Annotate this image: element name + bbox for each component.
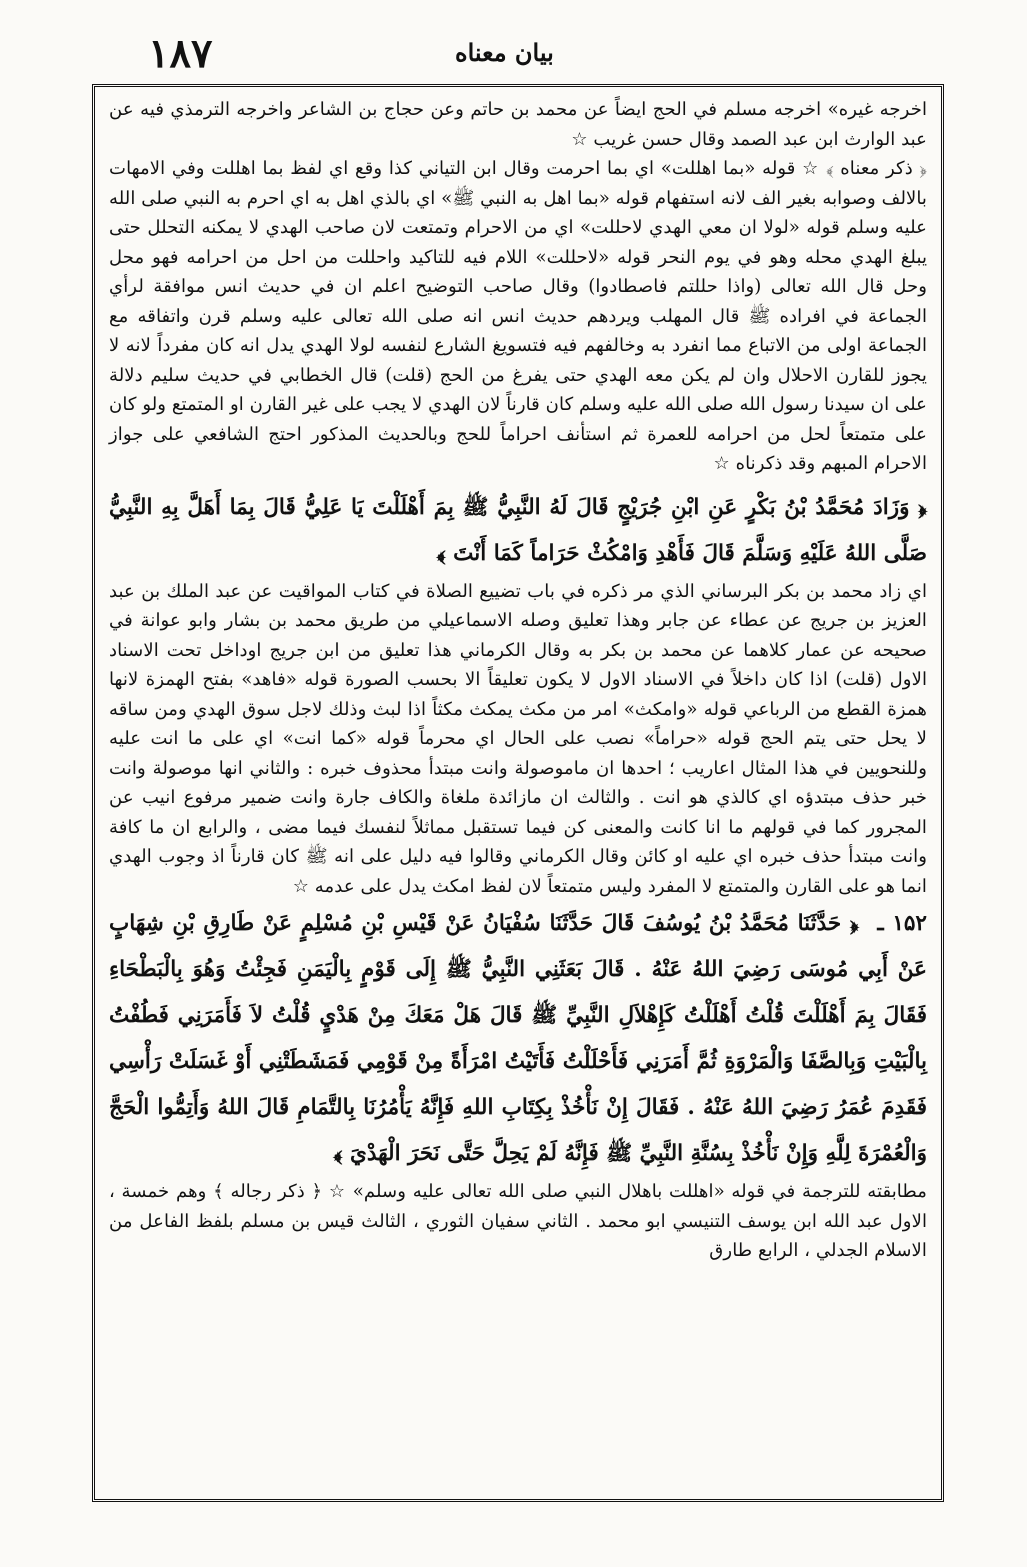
text-frame xyxy=(92,84,944,1502)
hadith-number: ۱۵۲ ـ xyxy=(877,911,927,936)
hadith-block xyxy=(109,901,927,1177)
page-number: ۱۸۷ xyxy=(148,30,213,77)
commentary-paragraph: اي زاد محمد بن بكر البرساني الذي مر ذكره في باب تضييع الصلاة في كتاب المواقيت عن عبد الملك بن عبد العزيز بن جريج عن عطاء عن جابر وهذا تعليق وصله الاسماعيلي من طريق محمد بن بشار وابو عوانة في صحيحه عن عمار كلاهما عن محمد بن بكر به وقال الكرماني هذا تعليق من ابن جريج اوداخل تحت الاسناد الاول (قلت) اذا كان داخلاً في الاسناد الاول لا يكون تعليقاً الا بحسب الصورة قوله «فاهد» بفتح الهمزة لانها همزة القطع من الرباعي قوله «وامكث» امر من مكث يمكث مكثاً اذا لبث وذلك لاجل سوق الهدي ومن ساقه لا يحل حتى يتم الحج قوله «حراماً» نصب على الحال اي محرماً قوله «كما انت» اي على ما انت عليه وللنحويين في هذا المثال اعاريب ؛ احدها ان ماموصولة وانت مبتدأ محذوف خبره : والثاني انها موصولة وانت خبر حذف مبتدؤه اي كالذي هو انت . والثالث ان مازائدة ملغاة والكاف جارة وانت ضمير مرفوع انيب عن المجرور كما في قولهم ما انا كانت والمعنى كن فيما تستقبل مماثلاً لنفسك فيما مضى ، والرابع ان ما كافة وانت مبتدأ حذف خبره اي عليه او كائن وقال الكرماني وقالوا فيه دليل على انه ﷺ كان قارناً اذ وجوب الهدي انما هو على القارن والمتمتع لا المفرد وليس متمتعاً لان لفظ امكث يدل على عدمه ☆ xyxy=(109,580,927,897)
commentary-paragraph: اخرجه غيره» اخرجه مسلم في الحج ايضاً عن محمد بن حاتم وعن حجاج بن الشاعر واخرجه الترمذي فيه عن عبد الوارث ابن عبد الصمد وقال حسن غريب ☆ xyxy=(109,99,927,150)
hadith-text: ﴿ حَدَّثَنَا مُحَمَّدُ بْنُ يُوسُفَ قَالَ حَدَّثَنَا سُفْيَانُ عَنْ قَيْسِ بْنِ مُسْلِمٍ عَنْ طَارِقِ بْنِ شِهَابٍ عَنْ أَبِي مُوسَى رَضِيَ اللهُ عَنْهُ . قَالَ بَعَثَنِي النَّبِيُّ ﷺ إِلَى قَوْمٍ بِالْيَمَنِ فَجِئْتُ وَهُوَ بِالْبَطْحَاءِ فَقَالَ بِمَ أَهْلَلْتَ قُلْتُ أَهْلَلْتُ كَإِهْلاَلِ النَّبِيِّ ﷺ قَالَ هَلْ مَعَكَ مِنْ هَدْيٍ قُلْتُ لاَ فَأَمَرَنِي فَطُفْتُ بِالْبَيْتِ وَبِالصَّفَا وَالْمَرْوَةِ ثُمَّ أَمَرَنِي فَأَحْلَلْتُ فَأَتَيْتُ امْرَأَةً مِنْ قَوْمِي فَمَشَطَتْنِي أَوْ غَسَلَتْ رَأْسِي فَقَدِمَ عُمَرُ رَضِيَ اللهُ عَنْهُ . فَقَالَ إِنْ نَأْخُذْ بِكِتَابِ اللهِ فَإِنَّهُ يَأْمُرُنَا بِالتَّمَامِ قَالَ اللهُ وَأَتِمُّوا الْحَجَّ وَالْعُمْرَةَ لِلَّهِ وَإِنْ نَأْخُذْ بِسُنَّةِ النَّبِيِّ ﷺ فَإِنَّهُ لَمْ يَحِلَّ حَتَّى نَحَرَ الْهَدْيَ ﴾ xyxy=(109,911,927,1166)
running-title: بيان معناه xyxy=(455,38,554,67)
hadith-text: ﴿ وَزَادَ مُحَمَّدُ بْنُ بَكْرٍ عَنِ ابْنِ جُرَيْجٍ قَالَ لَهُ النَّبِيُّ ﷺ بِمَ أَهْلَلْتَ يَا عَلِيُّ قَالَ بِمَا أَهَلَّ بِهِ النَّبِيُّ صَلَّى اللهُ عَلَيْهِ وَسَلَّمَ قَالَ فَأَهْدِ وَامْكُثْ حَرَاماً كَمَا أَنْتَ ﴾ xyxy=(109,494,927,566)
commentary-paragraph: مطابقته للترجمة في قوله «اهللت باهلال النبي صلى الله تعالى عليه وسلم» ☆ ﴿ ذكر رجاله ﴾ وهم خمسة ، الاول عبد الله ابن يوسف التنيسي ابو محمد . الثاني سفيان الثوري ، الثالث قيس بن مسلم بلفظ الفاعل من الاسلام الجدلي ، الرابع طارق xyxy=(109,1181,927,1261)
commentary-paragraph: ﴿ ذكر معناه ﴾ ☆ قوله «بما اهللت» اي بما احرمت وقال ابن التياني كذا وقع اي لفظ بما اهللت وفي الامهات بالالف وصوابه بغير الف لانه استفهام قوله «بما اهل به النبي ﷺ» اي بالذي اهل به اي احرم به النبي صلى الله عليه وسلم قوله «لولا ان معي الهدي لاحللت» اي من الاحرام وتمتعت لان صاحب الهدي لا يمكنه التحلل حتى يبلغ الهدي محله وهو في يوم النحر قوله «لاحللت» اللام فيه للتاكيد واحللت من احل من احرامه فهو محل وحل قال الله تعالى (واذا حللتم فاصطادوا) وقال صاحب التوضيح اعلم ان في حديث انس موافقة لرأي الجماعة في افراده ﷺ قال المهلب ويردهم حديث انس انه صلى الله تعالى عليه وسلم قرن واتفاقه مع الجماعة اولى من الاتباع مما انفرد به وخالفهم فيه فتسويغ الشارع لنفسه لولا الهدي يدل انه كان مفرداً لانه لا يجوز للقارن الاحلال وان لم يكن معه الهدي حتى يفرغ من الحج (قلت) قال الخطابي في حديث سليم دلالة على ان سيدنا رسول الله صلى الله عليه وسلم كان قارناً لان الهدي لا يجب على غير القارن او المتمتع ولو كان على متمتعاً لحل من احرامه للعمرة ثم استأنف احراماً للحج وبالحديث المذكور احتج الشافعي على جواز الاحرام المبهم وقد ذكرناه ☆ xyxy=(109,158,927,474)
